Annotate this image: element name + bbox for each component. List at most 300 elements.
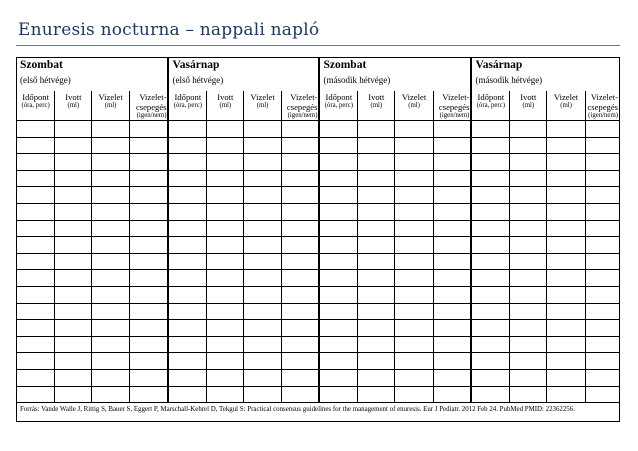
entry-cell[interactable]: [510, 154, 547, 171]
entry-cell[interactable]: [319, 386, 357, 403]
entry-cell[interactable]: [395, 353, 433, 370]
entry-cell[interactable]: [319, 187, 357, 204]
entry-cell[interactable]: [244, 353, 281, 370]
entry-cell[interactable]: [55, 386, 92, 403]
entry-cell[interactable]: [168, 303, 206, 320]
entry-cell[interactable]: [319, 320, 357, 337]
entry-cell[interactable]: [510, 237, 547, 254]
entry-cell[interactable]: [55, 320, 92, 337]
entry-cell[interactable]: [55, 170, 92, 187]
entry-cell[interactable]: [585, 187, 619, 204]
entry-cell[interactable]: [207, 253, 244, 270]
entry-cell[interactable]: [510, 170, 547, 187]
entry-cell[interactable]: [244, 137, 281, 154]
entry-cell[interactable]: [17, 369, 55, 386]
entry-cell[interactable]: [129, 369, 168, 386]
entry-cell[interactable]: [129, 137, 168, 154]
entry-cell[interactable]: [244, 369, 281, 386]
entry-cell[interactable]: [319, 203, 357, 220]
entry-cell[interactable]: [17, 253, 55, 270]
entry-cell[interactable]: [510, 270, 547, 287]
entry-cell[interactable]: [433, 320, 471, 337]
entry-cell[interactable]: [207, 303, 244, 320]
entry-cell[interactable]: [244, 121, 281, 138]
entry-cell[interactable]: [281, 220, 319, 237]
entry-cell[interactable]: [358, 336, 395, 353]
entry-cell[interactable]: [207, 187, 244, 204]
entry-cell[interactable]: [207, 270, 244, 287]
entry-cell[interactable]: [471, 303, 509, 320]
entry-cell[interactable]: [207, 336, 244, 353]
entry-cell[interactable]: [433, 270, 471, 287]
entry-cell[interactable]: [244, 303, 281, 320]
entry-cell[interactable]: [395, 170, 433, 187]
entry-cell[interactable]: [585, 386, 619, 403]
entry-cell[interactable]: [168, 154, 206, 171]
entry-cell[interactable]: [129, 253, 168, 270]
entry-cell[interactable]: [244, 220, 281, 237]
entry-cell[interactable]: [547, 203, 585, 220]
entry-cell[interactable]: [17, 286, 55, 303]
entry-cell[interactable]: [55, 220, 92, 237]
entry-cell[interactable]: [433, 220, 471, 237]
entry-cell[interactable]: [92, 253, 129, 270]
column-label: csepegés: [135, 102, 167, 112]
entry-cell[interactable]: [358, 137, 395, 154]
entry-cell[interactable]: [92, 187, 129, 204]
entry-cell[interactable]: [129, 353, 168, 370]
entry-cell[interactable]: [510, 320, 547, 337]
column-label: Vizelet: [553, 92, 579, 102]
table-row: [17, 286, 620, 303]
entry-cell[interactable]: [92, 336, 129, 353]
entry-cell[interactable]: [281, 386, 319, 403]
entry-cell[interactable]: [168, 237, 206, 254]
entry-cell[interactable]: [358, 386, 395, 403]
entry-cell[interactable]: [433, 386, 471, 403]
entry-cell[interactable]: [207, 369, 244, 386]
entry-cell[interactable]: [55, 237, 92, 254]
entry-cell[interactable]: [92, 353, 129, 370]
entry-cell[interactable]: [92, 369, 129, 386]
column-header: [510, 91, 547, 121]
entry-cell[interactable]: [207, 154, 244, 171]
entry-cell[interactable]: [207, 386, 244, 403]
entry-cell[interactable]: [433, 170, 471, 187]
entry-cell[interactable]: [319, 303, 357, 320]
entry-cell[interactable]: [281, 137, 319, 154]
entry-cell[interactable]: [510, 286, 547, 303]
entry-cell[interactable]: [395, 154, 433, 171]
entry-cell[interactable]: [129, 303, 168, 320]
entry-cell[interactable]: [17, 137, 55, 154]
entry-cell[interactable]: [92, 154, 129, 171]
entry-cell[interactable]: [92, 237, 129, 254]
entry-cell[interactable]: [547, 320, 585, 337]
entry-cell[interactable]: [244, 253, 281, 270]
entry-cell[interactable]: [471, 353, 509, 370]
entry-cell[interactable]: [17, 121, 55, 138]
entry-cell[interactable]: [358, 253, 395, 270]
entry-cell[interactable]: [395, 220, 433, 237]
column-header: [585, 91, 619, 121]
entry-cell[interactable]: [433, 303, 471, 320]
entry-cell[interactable]: [207, 237, 244, 254]
entry-cell[interactable]: [358, 154, 395, 171]
entry-cell[interactable]: [17, 220, 55, 237]
day-name: Vasárnap: [475, 59, 523, 71]
title-divider: [16, 45, 620, 46]
entry-cell[interactable]: [395, 386, 433, 403]
entry-cell[interactable]: [168, 320, 206, 337]
entry-cell[interactable]: [395, 303, 433, 320]
entry-cell[interactable]: [244, 154, 281, 171]
entry-cell[interactable]: [129, 220, 168, 237]
entry-cell[interactable]: [55, 270, 92, 287]
entry-cell[interactable]: [510, 303, 547, 320]
entry-cell[interactable]: [471, 270, 509, 287]
entry-cell[interactable]: [168, 369, 206, 386]
entry-cell[interactable]: [92, 121, 129, 138]
entry-cell[interactable]: [471, 336, 509, 353]
entry-cell[interactable]: [92, 203, 129, 220]
entry-cell[interactable]: [471, 121, 509, 138]
entry-cell[interactable]: [281, 286, 319, 303]
weekend-label: (második hétvége): [475, 75, 543, 85]
entry-cell[interactable]: [207, 170, 244, 187]
entry-cell[interactable]: [168, 137, 206, 154]
entry-cell[interactable]: [244, 170, 281, 187]
entry-cell[interactable]: [55, 154, 92, 171]
table-row: [17, 336, 620, 353]
entry-cell[interactable]: [17, 203, 55, 220]
day-header: [168, 58, 319, 92]
entry-cell[interactable]: [55, 353, 92, 370]
entry-cell[interactable]: [547, 187, 585, 204]
entry-cell[interactable]: [92, 386, 129, 403]
entry-cell[interactable]: [168, 220, 206, 237]
entry-cell[interactable]: [358, 237, 395, 254]
entry-cell[interactable]: [358, 220, 395, 237]
entry-cell[interactable]: [129, 270, 168, 287]
entry-cell[interactable]: [281, 369, 319, 386]
entry-cell[interactable]: [17, 154, 55, 171]
entry-cell[interactable]: [358, 170, 395, 187]
entry-cell[interactable]: [585, 137, 619, 154]
entry-cell[interactable]: [547, 303, 585, 320]
entry-cell[interactable]: [92, 320, 129, 337]
entry-cell[interactable]: [395, 187, 433, 204]
entry-cell[interactable]: [281, 154, 319, 171]
entry-cell[interactable]: [547, 121, 585, 138]
entry-cell[interactable]: [433, 121, 471, 138]
entry-cell[interactable]: [281, 203, 319, 220]
diary-table: [16, 57, 620, 422]
entry-cell[interactable]: [129, 336, 168, 353]
column-label: Vizelet-: [139, 92, 167, 102]
entry-cell[interactable]: [585, 237, 619, 254]
entry-cell[interactable]: [358, 203, 395, 220]
entry-cell[interactable]: [395, 121, 433, 138]
entry-cell[interactable]: [395, 237, 433, 254]
entry-cell[interactable]: [281, 353, 319, 370]
entry-cell[interactable]: [319, 154, 357, 171]
entry-cell[interactable]: [168, 286, 206, 303]
column-header: [471, 91, 509, 121]
entry-cell[interactable]: [168, 121, 206, 138]
entry-cell[interactable]: [55, 137, 92, 154]
entry-cell[interactable]: [395, 320, 433, 337]
entry-cell[interactable]: [17, 303, 55, 320]
entry-cell[interactable]: [17, 336, 55, 353]
entry-cell[interactable]: [547, 270, 585, 287]
entry-cell[interactable]: [358, 369, 395, 386]
entry-cell[interactable]: [17, 353, 55, 370]
entry-cell[interactable]: [92, 170, 129, 187]
entry-cell[interactable]: [17, 270, 55, 287]
entry-cell[interactable]: [281, 121, 319, 138]
entry-cell[interactable]: [129, 286, 168, 303]
entry-cell[interactable]: [281, 320, 319, 337]
entry-cell[interactable]: [471, 386, 509, 403]
entry-cell[interactable]: [433, 369, 471, 386]
column-label: Ivott: [65, 92, 82, 102]
column-label: Időpont: [22, 92, 49, 102]
entry-cell[interactable]: [168, 270, 206, 287]
entry-cell[interactable]: [547, 237, 585, 254]
entry-cell[interactable]: [319, 270, 357, 287]
entry-cell[interactable]: [585, 170, 619, 187]
entry-cell[interactable]: [585, 154, 619, 171]
entry-cell[interactable]: [129, 187, 168, 204]
entry-cell[interactable]: [244, 203, 281, 220]
entry-cell[interactable]: [55, 286, 92, 303]
entry-cell[interactable]: [471, 187, 509, 204]
entry-cell[interactable]: [129, 170, 168, 187]
entry-cell[interactable]: [207, 320, 244, 337]
entry-cell[interactable]: [585, 203, 619, 220]
entry-cell[interactable]: [319, 220, 357, 237]
entry-cell[interactable]: [244, 270, 281, 287]
entry-cell[interactable]: [55, 121, 92, 138]
entry-cell[interactable]: [510, 336, 547, 353]
entry-cell[interactable]: [92, 303, 129, 320]
entry-cell[interactable]: [319, 336, 357, 353]
entry-cell[interactable]: [207, 203, 244, 220]
entry-cell[interactable]: [17, 237, 55, 254]
entry-cell[interactable]: [319, 170, 357, 187]
column-label: Időpont: [477, 92, 505, 102]
entry-cell[interactable]: [433, 286, 471, 303]
entry-cell[interactable]: [207, 137, 244, 154]
entry-cell[interactable]: [129, 320, 168, 337]
entry-cell[interactable]: [168, 170, 206, 187]
entry-cell[interactable]: [55, 253, 92, 270]
source-citation: Forrás: Vande Walle J, Rittig S, Bauer S, Eggert P, Marschall-Kehrel D, Tekgul S: Practical consensus guidelines for the management of enuresis. Eur J Pediatr. 2012 Feb 24. PubMed PMID: 22362256.: [17, 403, 620, 422]
entry-cell[interactable]: [433, 336, 471, 353]
entry-cell[interactable]: [168, 353, 206, 370]
entry-cell[interactable]: [168, 253, 206, 270]
entry-cell[interactable]: [510, 220, 547, 237]
entry-cell[interactable]: [471, 320, 509, 337]
entry-cell[interactable]: [585, 253, 619, 270]
entry-cell[interactable]: [585, 336, 619, 353]
entry-cell[interactable]: [17, 320, 55, 337]
entry-cell[interactable]: [585, 353, 619, 370]
column-label: Időpont: [174, 92, 202, 102]
entry-cell[interactable]: [585, 270, 619, 287]
entry-cell[interactable]: [433, 237, 471, 254]
entry-cell[interactable]: [471, 203, 509, 220]
entry-cell[interactable]: [358, 320, 395, 337]
entry-cell[interactable]: [319, 137, 357, 154]
entry-cell[interactable]: [55, 303, 92, 320]
entry-cell[interactable]: [547, 336, 585, 353]
entry-cell[interactable]: [17, 170, 55, 187]
entry-cell[interactable]: [433, 253, 471, 270]
entry-cell[interactable]: [547, 386, 585, 403]
entry-cell[interactable]: [547, 286, 585, 303]
day-header-row: [17, 58, 620, 92]
entry-cell[interactable]: [55, 203, 92, 220]
entry-cell[interactable]: [433, 203, 471, 220]
entry-cell[interactable]: [319, 286, 357, 303]
entry-cell[interactable]: [319, 353, 357, 370]
entry-cell[interactable]: [510, 353, 547, 370]
entry-cell[interactable]: [244, 286, 281, 303]
entry-cell[interactable]: [244, 336, 281, 353]
entry-cell[interactable]: [510, 369, 547, 386]
entry-cell[interactable]: [395, 270, 433, 287]
entry-cell[interactable]: [395, 369, 433, 386]
entry-cell[interactable]: [244, 386, 281, 403]
table-row: [17, 303, 620, 320]
entry-cell[interactable]: [55, 187, 92, 204]
column-unit: (igen/nem): [136, 112, 167, 119]
entry-cell[interactable]: [471, 220, 509, 237]
entry-cell[interactable]: [168, 336, 206, 353]
entry-cell[interactable]: [547, 137, 585, 154]
entry-cell[interactable]: [471, 369, 509, 386]
entry-cell[interactable]: [585, 303, 619, 320]
entry-cell[interactable]: [395, 137, 433, 154]
entry-cell[interactable]: [547, 154, 585, 171]
entry-cell[interactable]: [281, 336, 319, 353]
entry-cell[interactable]: [319, 121, 357, 138]
entry-cell[interactable]: [547, 170, 585, 187]
entry-cell[interactable]: [471, 154, 509, 171]
entry-cell[interactable]: [358, 286, 395, 303]
entry-cell[interactable]: [358, 353, 395, 370]
entry-cell[interactable]: [510, 187, 547, 204]
entry-cell[interactable]: [207, 286, 244, 303]
entry-cell[interactable]: [433, 187, 471, 204]
entry-cell[interactable]: [547, 220, 585, 237]
entry-cell[interactable]: [471, 286, 509, 303]
column-unit: (igen/nem): [588, 112, 618, 119]
entry-cell[interactable]: [471, 137, 509, 154]
entry-cell[interactable]: [129, 203, 168, 220]
entry-cell[interactable]: [92, 220, 129, 237]
entry-cell[interactable]: [433, 137, 471, 154]
entry-cell[interactable]: [547, 253, 585, 270]
entry-cell[interactable]: [207, 353, 244, 370]
entry-cell[interactable]: [585, 121, 619, 138]
entry-cell[interactable]: [585, 320, 619, 337]
entry-cell[interactable]: [244, 237, 281, 254]
entry-cell[interactable]: [92, 286, 129, 303]
entry-cell[interactable]: [17, 187, 55, 204]
entry-cell[interactable]: [168, 187, 206, 204]
entry-cell[interactable]: [547, 353, 585, 370]
entry-cell[interactable]: [395, 286, 433, 303]
entry-cell[interactable]: [358, 121, 395, 138]
entry-cell[interactable]: [585, 286, 619, 303]
entry-cell[interactable]: [319, 369, 357, 386]
entry-cell[interactable]: [281, 237, 319, 254]
entry-cell[interactable]: [433, 353, 471, 370]
day-name: Szombat: [323, 59, 367, 71]
column-unit: (ml): [560, 102, 572, 109]
entry-cell[interactable]: [510, 386, 547, 403]
entry-cell[interactable]: [510, 253, 547, 270]
entry-cell[interactable]: [281, 253, 319, 270]
entry-cell[interactable]: [281, 170, 319, 187]
entry-cell[interactable]: [207, 121, 244, 138]
entry-cell[interactable]: [510, 203, 547, 220]
entry-cell[interactable]: [92, 270, 129, 287]
entry-cell[interactable]: [281, 187, 319, 204]
entry-cell[interactable]: [281, 270, 319, 287]
entry-cell[interactable]: [244, 187, 281, 204]
entry-cell[interactable]: [471, 253, 509, 270]
entry-cell[interactable]: [207, 220, 244, 237]
entry-cell[interactable]: [433, 154, 471, 171]
entry-cell[interactable]: [129, 154, 168, 171]
entry-cell[interactable]: [281, 303, 319, 320]
entry-cell[interactable]: [510, 121, 547, 138]
entry-cell[interactable]: [129, 386, 168, 403]
entry-cell[interactable]: [319, 237, 357, 254]
entry-cell[interactable]: [395, 253, 433, 270]
entry-cell[interactable]: [547, 369, 585, 386]
day-header: [17, 58, 169, 92]
entry-cell[interactable]: [244, 320, 281, 337]
entry-cell[interactable]: [168, 386, 206, 403]
entry-cell[interactable]: [55, 369, 92, 386]
entry-cell[interactable]: [168, 203, 206, 220]
entry-cell[interactable]: [129, 237, 168, 254]
entry-cell[interactable]: [358, 187, 395, 204]
entry-cell[interactable]: [92, 137, 129, 154]
entry-cell[interactable]: [55, 336, 92, 353]
entry-cell[interactable]: [585, 369, 619, 386]
entry-cell[interactable]: [471, 170, 509, 187]
entry-cell[interactable]: [471, 237, 509, 254]
day-name: Vasárnap: [172, 59, 220, 71]
entry-cell[interactable]: [358, 303, 395, 320]
entry-cell[interactable]: [585, 220, 619, 237]
column-header: [319, 91, 357, 121]
entry-cell[interactable]: [319, 253, 357, 270]
entry-cell[interactable]: [17, 386, 55, 403]
entry-cell[interactable]: [395, 203, 433, 220]
entry-cell[interactable]: [395, 336, 433, 353]
entry-cell[interactable]: [129, 121, 168, 138]
entry-cell[interactable]: [358, 270, 395, 287]
entry-cell[interactable]: [510, 137, 547, 154]
column-header: [55, 91, 92, 121]
